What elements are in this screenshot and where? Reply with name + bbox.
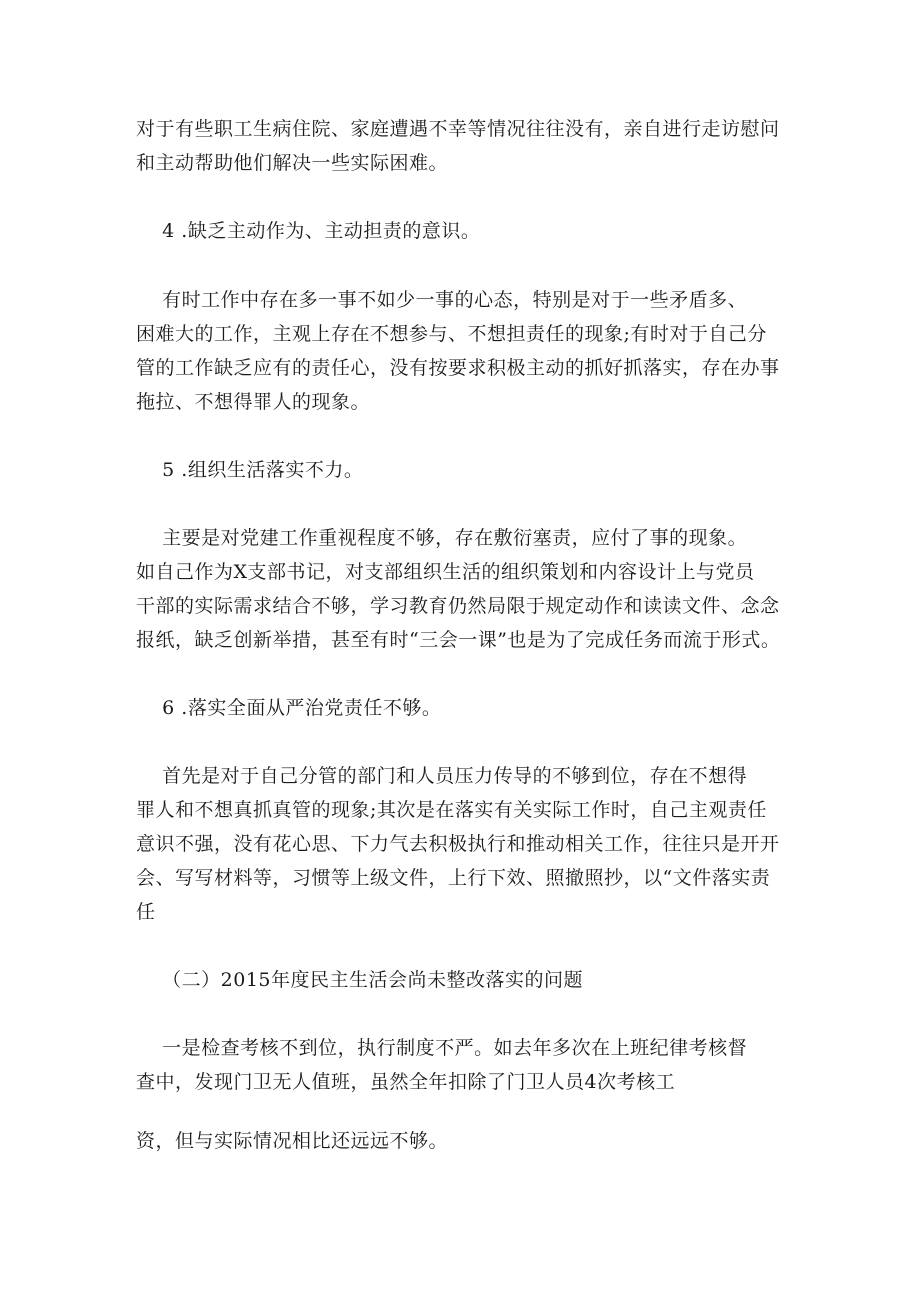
paragraph-4-line-3: 意识不强，没有花心思、下力气去积极执行和推动相关工作，往往只是开开 [136, 833, 780, 855]
paragraph-4-line-5: 任 [136, 901, 156, 923]
paragraph-3-line-3: 干部的实际需求结合不够，学习教育仍然局限于规定动作和读读文件、念念 [136, 595, 780, 617]
paragraph-2-line-3: 管的工作缺乏应有的责任心，没有按要求积极主动的抓好抓落实，存在办事 [136, 357, 780, 379]
paragraph-3-line-4: 报纸，缺乏创新举措，甚至有时“三会一课”也是为了完成任务而流于形式。 [136, 629, 781, 651]
section-heading-4: 4 .缺乏主动作为、主动担责的意识。 [136, 220, 481, 242]
section-heading-6: 6 .落实全面从严治党责任不够。 [136, 697, 442, 719]
paragraph-2-line-4: 拖拉、不想得罪人的现象。 [136, 391, 371, 413]
paragraph-4-line-4: 会、写写材料等，习惯等上级文件，上行下效、照撤照抄，以“文件落实责 [136, 867, 771, 889]
paragraph-4-line-1: 首先是对于自己分管的部门和人员压力传导的不够到位，存在不想得 [136, 765, 748, 787]
paragraph-4-line-2: 罪人和不想真抓真管的现象;其次是在落实有关实际工作时，自己主观责任 [136, 799, 767, 821]
paragraph-6-line-1: 资，但与实际情况相比还远远不够。 [136, 1130, 449, 1152]
paragraph-2-line-2: 困难大的工作，主观上存在不想参与、不想担责任的现象;有时对于自己分 [136, 323, 767, 345]
paragraph-3-line-1: 主要是对党建工作重视程度不够，存在敷衍塞责，应付了事的现象。 [136, 527, 748, 549]
section-heading-5: 5 .组织生活落实不力。 [136, 459, 364, 481]
paragraph-1-line-2: 和主动帮助他们解决一些实际困难。 [136, 152, 449, 174]
paragraph-5-line-1: 一是检查考核不到位，执行制度不严。如去年多次在上班纪律考核督 [136, 1037, 748, 1059]
paragraph-1-line-1: 对于有些职工生病住院、家庭遭遇不幸等情况往往没有，亲自进行走访慰问 [136, 118, 780, 140]
paragraph-3-line-2: 如自己作为X支部书记，对支部组织生活的组织策划和内容设计上与党员 [136, 561, 755, 583]
paragraph-2-line-1: 有时工作中存在多一事不如少一事的心态，特别是对于一些矛盾多、 [136, 289, 748, 311]
section-heading-2: （二）2015年度民主生活会尚未整改落实的问题 [136, 969, 584, 991]
paragraph-5-line-2: 查中，发现门卫无人值班，虽然全年扣除了门卫人员4次考核工 [136, 1071, 676, 1093]
